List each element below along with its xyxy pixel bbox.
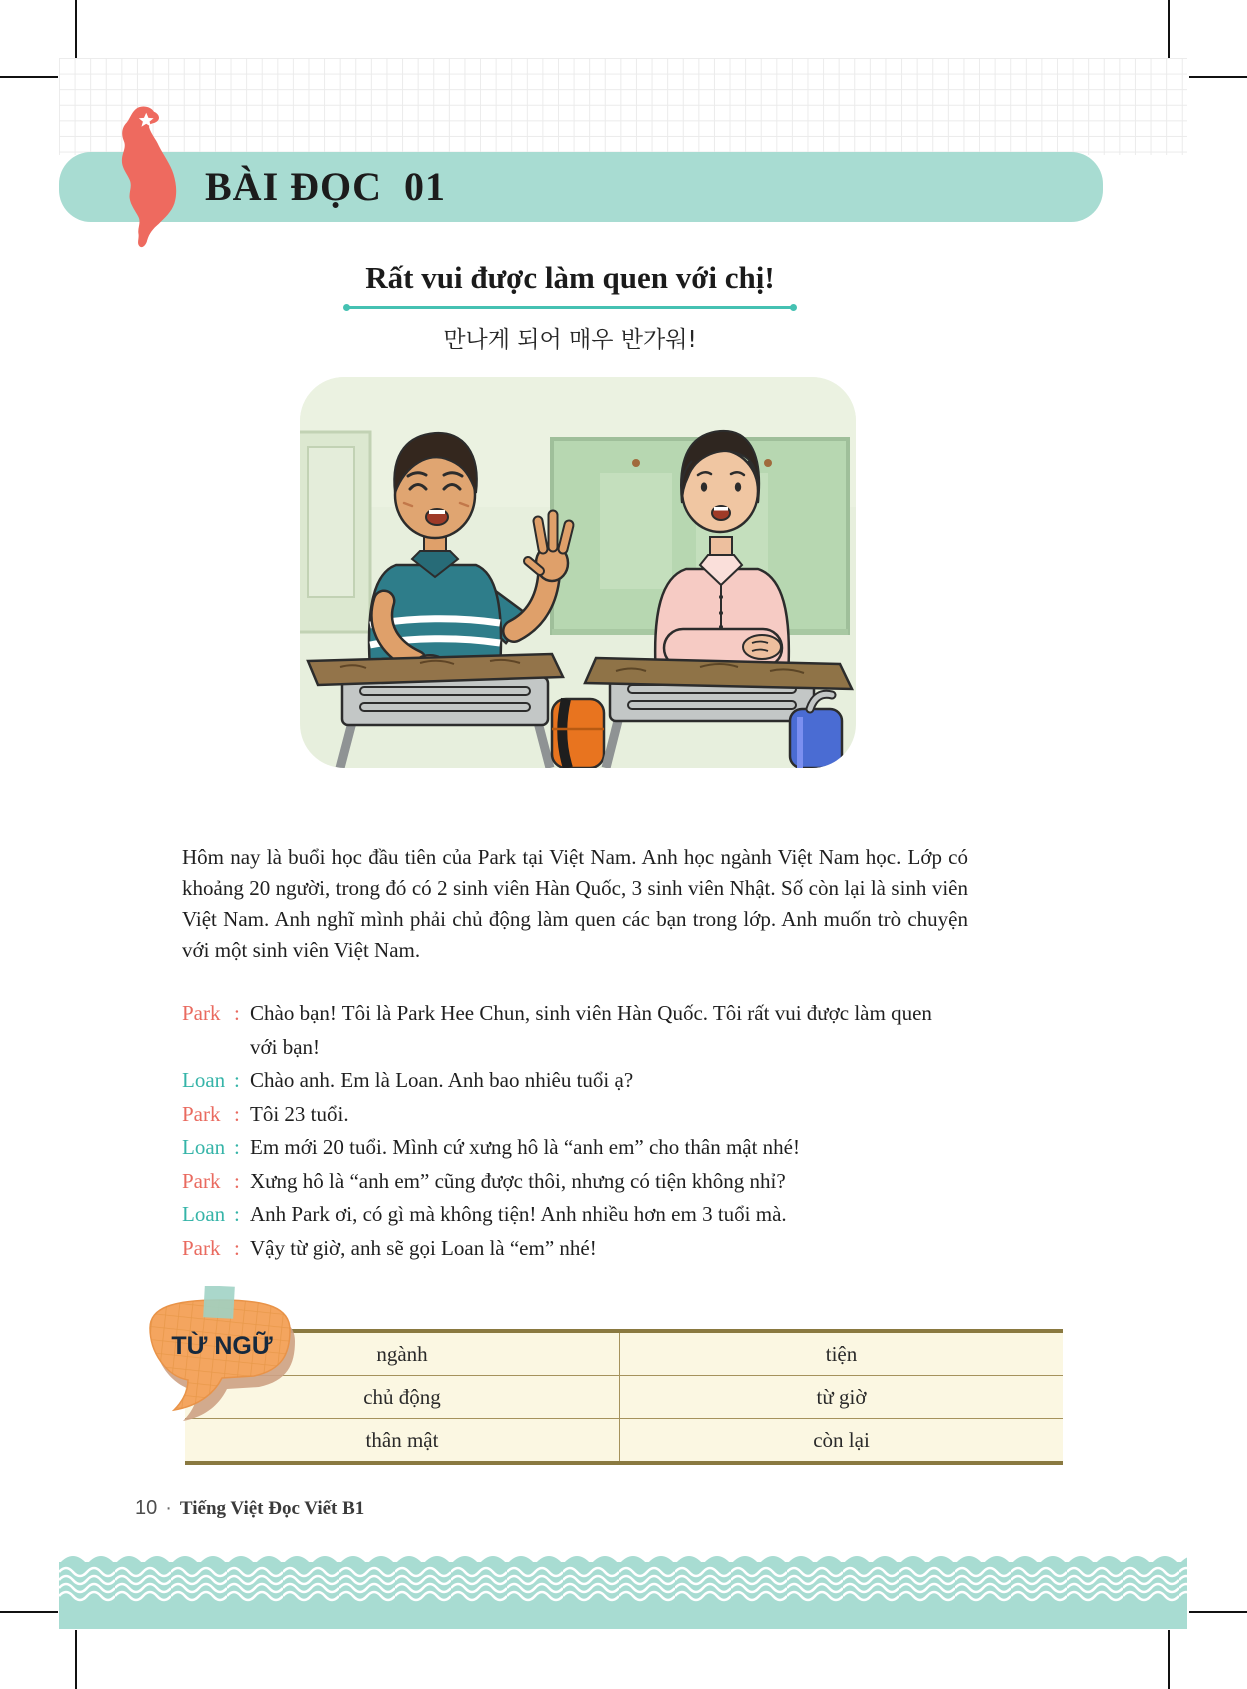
speaker-colon: : — [234, 1235, 240, 1260]
vocab-word: tiện — [825, 1342, 858, 1366]
dialogue-text: Vậy từ giờ, anh sẽ gọi Loan là “em” nhé! — [250, 1235, 597, 1260]
dialogue-line — [182, 1232, 972, 1266]
grid-paper-texture — [59, 58, 1187, 155]
vocab-word: chủ động — [185, 1376, 620, 1418]
book-title: Tiếng Việt Đọc Viết B1 — [179, 1498, 365, 1519]
dialogue-line — [182, 1198, 972, 1232]
speaker-label: Loan — [182, 1135, 226, 1159]
crop-mark — [75, 1630, 77, 1689]
dialogue-line — [182, 1064, 972, 1098]
dialogue-line — [182, 1131, 972, 1165]
vocab-section-label: TỪ NGỮ — [171, 1332, 273, 1360]
speaker-colon: : — [234, 1135, 240, 1159]
speaker-label: Loan — [182, 1068, 226, 1092]
speaker-label: Park — [182, 1168, 221, 1193]
crop-mark — [1168, 1630, 1170, 1689]
speaker-colon: : — [234, 1001, 240, 1025]
dialogue-line — [182, 1098, 972, 1132]
reading-paragraph: Hôm nay là buổi học đầu tiên của Park tại Việt Nam. Anh học ngành Việt Nam học. Lớp có khoảng 20 người, trong đó có 2 sinh viên Hàn Quốc, 3 sinh viên Nhật. Số còn lại là sinh viên Việt Nam. Anh nghĩ mình phải chủ động làm quen các bạn trong lớp. Anh muốn trò chuyện với một sinh viên Việt Nam. — [182, 845, 968, 962]
vocab-word: còn lại — [813, 1428, 870, 1452]
footer-separator: · — [165, 1497, 172, 1519]
lesson-label: BÀI ĐỌC 01 — [205, 164, 447, 209]
page-footer — [135, 1497, 364, 1520]
lesson-header-band — [59, 152, 1103, 222]
vocab-word: ngành — [185, 1333, 620, 1375]
dialogue-text: Tôi 23 tuổi. — [250, 1101, 349, 1126]
speaker-colon: : — [234, 1202, 240, 1226]
dialogue-text: Chào anh. Em là Loan. Anh bao nhiêu tuổi ạ? — [250, 1068, 634, 1092]
dialogue-text: Em mới 20 tuổi. Mình cứ xưng hô là “anh em” cho thân mật nhé! — [250, 1135, 800, 1159]
dialogue-text: Chào bạn! Tôi là Park Hee Chun, sinh viên Hàn Quốc. Tôi rất vui được làm quen với bạn! — [250, 1001, 932, 1059]
page-number: 10 — [135, 1497, 158, 1519]
crop-mark — [1168, 0, 1170, 58]
title-translation-korean: 만나게 되어 매우 반가워! — [443, 327, 697, 353]
crop-mark — [0, 76, 58, 78]
classroom-illustration — [300, 377, 856, 768]
crop-mark — [75, 0, 77, 58]
vietnam-map-icon — [108, 104, 200, 250]
speaker-colon: : — [234, 1168, 240, 1193]
tape-icon — [203, 1286, 235, 1319]
dialogue-line — [182, 997, 972, 1064]
dialogue-text: Anh Park ơi, có gì mà không tiện! Anh nhiều hơn em 3 tuổi mà. — [250, 1202, 787, 1226]
vocab-word: từ giờ — [816, 1385, 867, 1409]
speaker-colon: : — [234, 1101, 240, 1126]
speaker-label: Park — [182, 1235, 221, 1260]
crop-mark — [1189, 76, 1247, 78]
wave-decoration-band — [59, 1550, 1187, 1629]
speaker-label: Park — [182, 1001, 221, 1025]
speaker-label: Loan — [182, 1202, 226, 1226]
page-title: Rất vui được làm quen với chị! — [365, 260, 775, 295]
speaker-label: Park — [182, 1101, 221, 1126]
speaker-colon: : — [234, 1068, 240, 1092]
dialogue — [182, 997, 972, 1265]
vocab-word: thân mật — [185, 1419, 620, 1461]
crop-mark — [1189, 1611, 1247, 1613]
dialogue-line — [182, 1165, 972, 1199]
crop-mark — [0, 1611, 58, 1613]
dialogue-text: Xưng hô là “anh em” cũng được thôi, nhưng có tiện không nhỉ? — [250, 1168, 786, 1193]
title-block — [300, 260, 840, 354]
title-underline — [347, 306, 793, 309]
vocab-bubble — [142, 1286, 318, 1436]
